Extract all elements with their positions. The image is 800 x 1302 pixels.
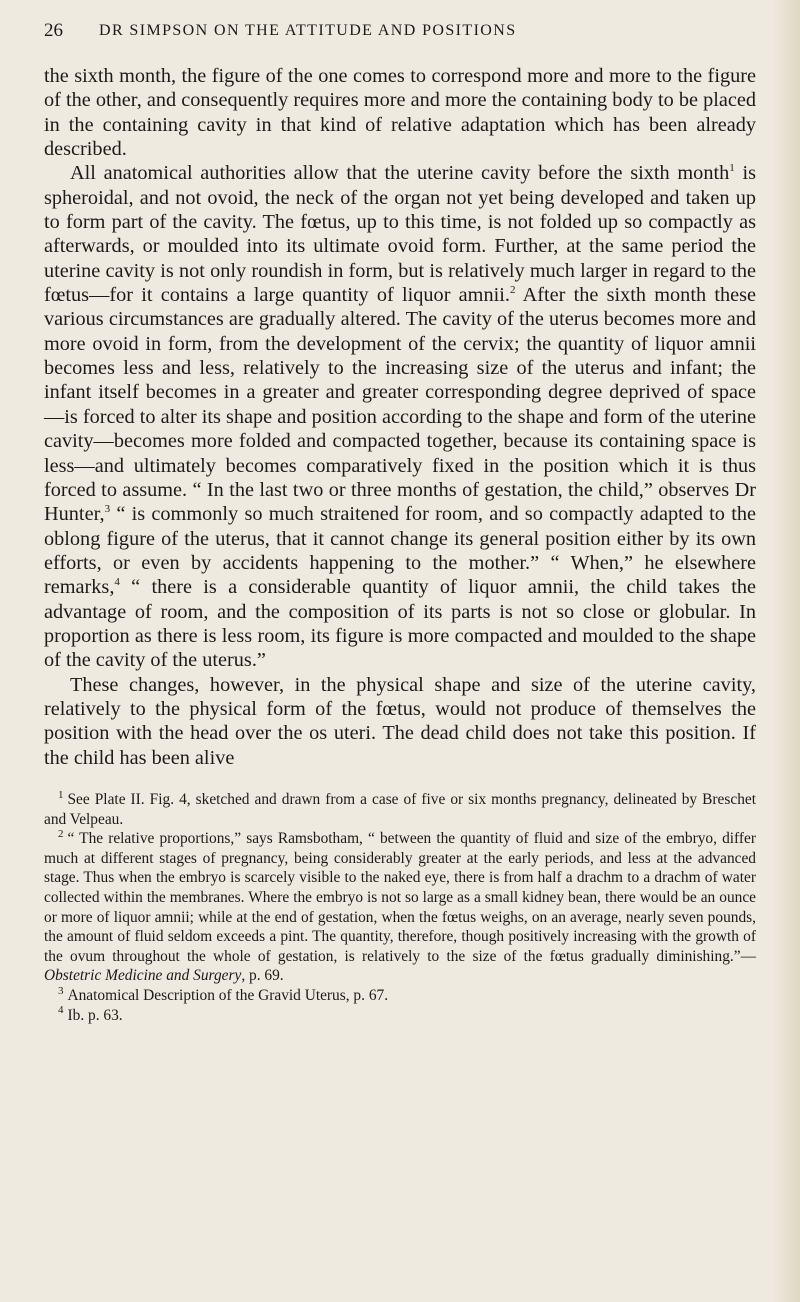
paragraph-2 — [44, 161, 756, 672]
paragraph-1: the sixth month, the figure of the one comes to correspond more and more to the figure of the other, and consequently requires more and more the containing body to be placed in the containing cavity in that kind of relative adaptation which has been already described. — [44, 65, 756, 161]
footnote-1 — [44, 790, 756, 829]
footnote-3-text: Anatomical Description of the Gravid Uterus, p. 67. — [67, 986, 389, 1004]
footnote-2-text: “ The relative proportions,” says Ramsbotham, “ between the quantity of fluid and size of the embryo, differ much at different stages of pregnancy, being considerably greater at the early periods, and less at the advanced stage. Thus when the embryo is scarcely visible to the naked eye, there is from half a drachm to a drachm of water collected within the membranes. Where the embryo is not so large as a small kidney bean, there would be an ounce or more of liquor amnii; while at the end of gestation, when the fœtus weighs, on an average, nearly seven pounds, the amount of fluid seldom exceeds a pint. The quantity, therefore, though positively increasing with the growth of the ovum throughout the whole of gestation, is relatively to the size of the fœtus gradually diminishing.”— — [44, 830, 756, 965]
footnote-4-text: Ib. p. 63. — [67, 1006, 123, 1024]
footnote-ref-1: 1 — [729, 162, 735, 175]
footnote-2 — [44, 829, 756, 986]
footnote-1-mark: 1 — [58, 788, 64, 801]
footnote-1-text: See Plate II. Fig. 4, sketched and drawn from a case of five or six months pregnancy, delineated by Breschet and Velpeau. — [44, 790, 756, 828]
footnote-ref-3: 3 — [104, 503, 111, 516]
running-head — [44, 18, 756, 48]
footnote-2-citation: Obstetric Medicine and Surgery — [44, 967, 242, 985]
page-number: 26 — [44, 20, 63, 41]
footnote-4 — [44, 1006, 756, 1026]
paragraph-3: These changes, however, in the physical shape and size of the uterine cavity, relatively to the physical form of the fœtus, would not produce of themselves the position with the head over the os uteri. The dead child does not take this position. If the child has been alive — [44, 673, 756, 769]
footnote-4-mark: 4 — [58, 1004, 64, 1017]
paragraph-2-part-d: “ is commonly so much straitened for room, and so compactly adapted to the oblong figure of the uterus, that it cannot change its general position either by its own efforts, or even by accidents happening to the mother.” “ When,” he elsewhere remarks, — [44, 503, 756, 599]
body-text — [44, 64, 756, 770]
running-title: DR SIMPSON ON THE ATTITUDE AND POSITIONS — [99, 22, 517, 39]
book-page — [44, 18, 756, 1025]
page-edge-shadow — [772, 0, 800, 1302]
footnote-2-mark: 2 — [58, 828, 64, 841]
paragraph-2-part-b: is spheroidal, and not ovoid, the neck of the organ not yet being developed and taken up to form part of the cavity. The fœtus, up to this time, is not folded up so compactly as afterwards, or moulded into its ultimate ovoid form. Further, at the same period the uterine cavity is not only roundish in form, but is relatively much larger in regard to the fœtus—for it contains a large quantity of liquor amnii. — [44, 162, 756, 307]
footnote-2-page: , p. 69. — [241, 967, 284, 985]
footnote-3-mark: 3 — [58, 984, 64, 997]
paragraph-2-part-e: “ there is a considerable quantity of liquor amnii, the child takes the advantage of room, and the composition of its parts is not so close or globular. In proportion as there is less room, its figure is more compacted and moulded to the shape of the cavity of the uterus.” — [44, 576, 756, 672]
paragraph-2-part-c: After the sixth month these various circumstances are gradually altered. The cavity of the uterus becomes more and more ovoid in form, from the development of the cervix; the quantity of liquor amnii becomes less and less, relatively to the increasing size of the uterus and infant; the infant itself becomes in a greater and greater corresponding degree deprived of space —is forced to alter its shape and position according to the shape and form of the uterine cavity—becomes more folded and compacted together, because its containing space is less—and ultimately becomes comparatively fixed in the position which it is thus forced to assume. “ In the last two or three months of gestation, the child,” observes Dr Hunter, — [44, 284, 757, 526]
paragraph-2-part-a: All anatomical authorities allow that the uterine cavity before the sixth month — [70, 162, 730, 185]
footnotes — [44, 790, 756, 1025]
footnote-ref-4: 4 — [114, 576, 120, 589]
footnote-3 — [44, 986, 756, 1006]
footnote-ref-2: 2 — [509, 284, 516, 297]
